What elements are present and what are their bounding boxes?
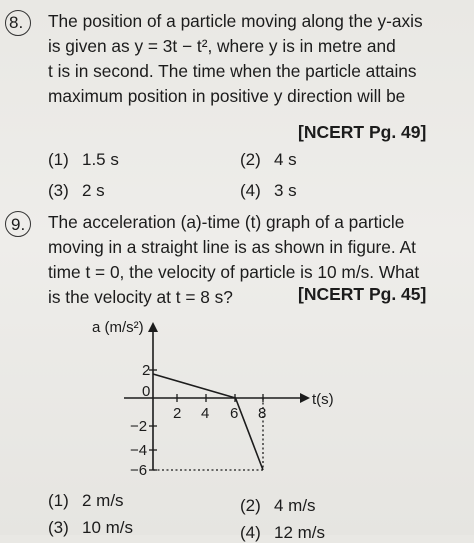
y-tick-label: −2	[130, 418, 148, 435]
x-axis-arrow	[300, 393, 310, 403]
option-number: (1)	[48, 150, 69, 169]
question-9-line-3: time t = 0, the velocity of particle is 10 m/s. What	[48, 262, 420, 282]
question-9-option-4[interactable]	[240, 523, 325, 543]
y-axis-arrow	[148, 322, 158, 332]
question-9-option-2[interactable]	[240, 496, 316, 516]
option-text: 4 s	[274, 150, 297, 169]
y-tick-label: −4	[130, 442, 148, 459]
option-number: (4)	[240, 181, 261, 200]
question-8-option-2[interactable]	[240, 150, 297, 170]
graph-xlabel: t(s)	[312, 391, 334, 408]
question-8-line-4: maximum position in positive y direction will be	[48, 86, 406, 106]
question-8-line-2: is given as y = 3t − t², where y is in metre and	[48, 36, 396, 56]
question-8-line-1: The position of a particle moving along the y-axis	[48, 11, 423, 31]
x-tick-label: 4	[201, 405, 210, 422]
question-8-reference: [NCERT Pg. 49]	[298, 122, 427, 142]
option-text: 3 s	[274, 181, 297, 200]
question-9-line-1: The acceleration (a)-time (t) graph of a particle	[48, 212, 405, 232]
option-number: (3)	[48, 518, 69, 537]
question-9-circle	[5, 211, 31, 237]
question-9-reference: [NCERT Pg. 45]	[298, 284, 427, 304]
option-text: 2 s	[82, 181, 105, 200]
x-tick-label: 8	[258, 405, 267, 422]
question-9-line-2: moving in a straight line is as shown in figure. At	[48, 237, 416, 257]
y-tick-label: −6	[130, 462, 148, 479]
question-9-number: 9.	[11, 216, 25, 233]
graph-ylabel: a (m/s²)	[92, 319, 144, 336]
question-9-option-1[interactable]	[48, 491, 124, 511]
question-8-option-1[interactable]	[48, 150, 119, 170]
option-number: (4)	[240, 523, 261, 542]
question-8-circle	[5, 10, 31, 36]
option-text: 12 m/s	[274, 523, 326, 542]
option-text: 2 m/s	[82, 491, 124, 510]
question-8-line-3: t is in second. The time when the particle attains	[48, 61, 417, 81]
option-text: 4 m/s	[274, 496, 316, 515]
question-8-option-4[interactable]	[240, 181, 297, 201]
y-tick-label: 2	[142, 362, 151, 379]
question-8-number: 8.	[9, 14, 23, 31]
acceleration-time-graph	[80, 312, 360, 484]
option-text: 1.5 s	[82, 150, 119, 169]
question-8-option-3[interactable]	[48, 181, 105, 201]
option-number: (1)	[48, 491, 69, 510]
option-number: (2)	[240, 150, 261, 169]
x-tick-label: 6	[230, 405, 239, 422]
y-tick-label: 0	[142, 383, 151, 400]
question-9-option-3[interactable]	[48, 518, 133, 538]
question-9-line-4: is the velocity at t = 8 s?	[48, 287, 233, 307]
option-number: (2)	[240, 496, 261, 515]
x-tick-label: 2	[173, 405, 182, 422]
question-8-text	[48, 9, 460, 109]
option-text: 10 m/s	[82, 518, 134, 537]
acceleration-series-line	[153, 374, 263, 470]
option-number: (3)	[48, 181, 69, 200]
